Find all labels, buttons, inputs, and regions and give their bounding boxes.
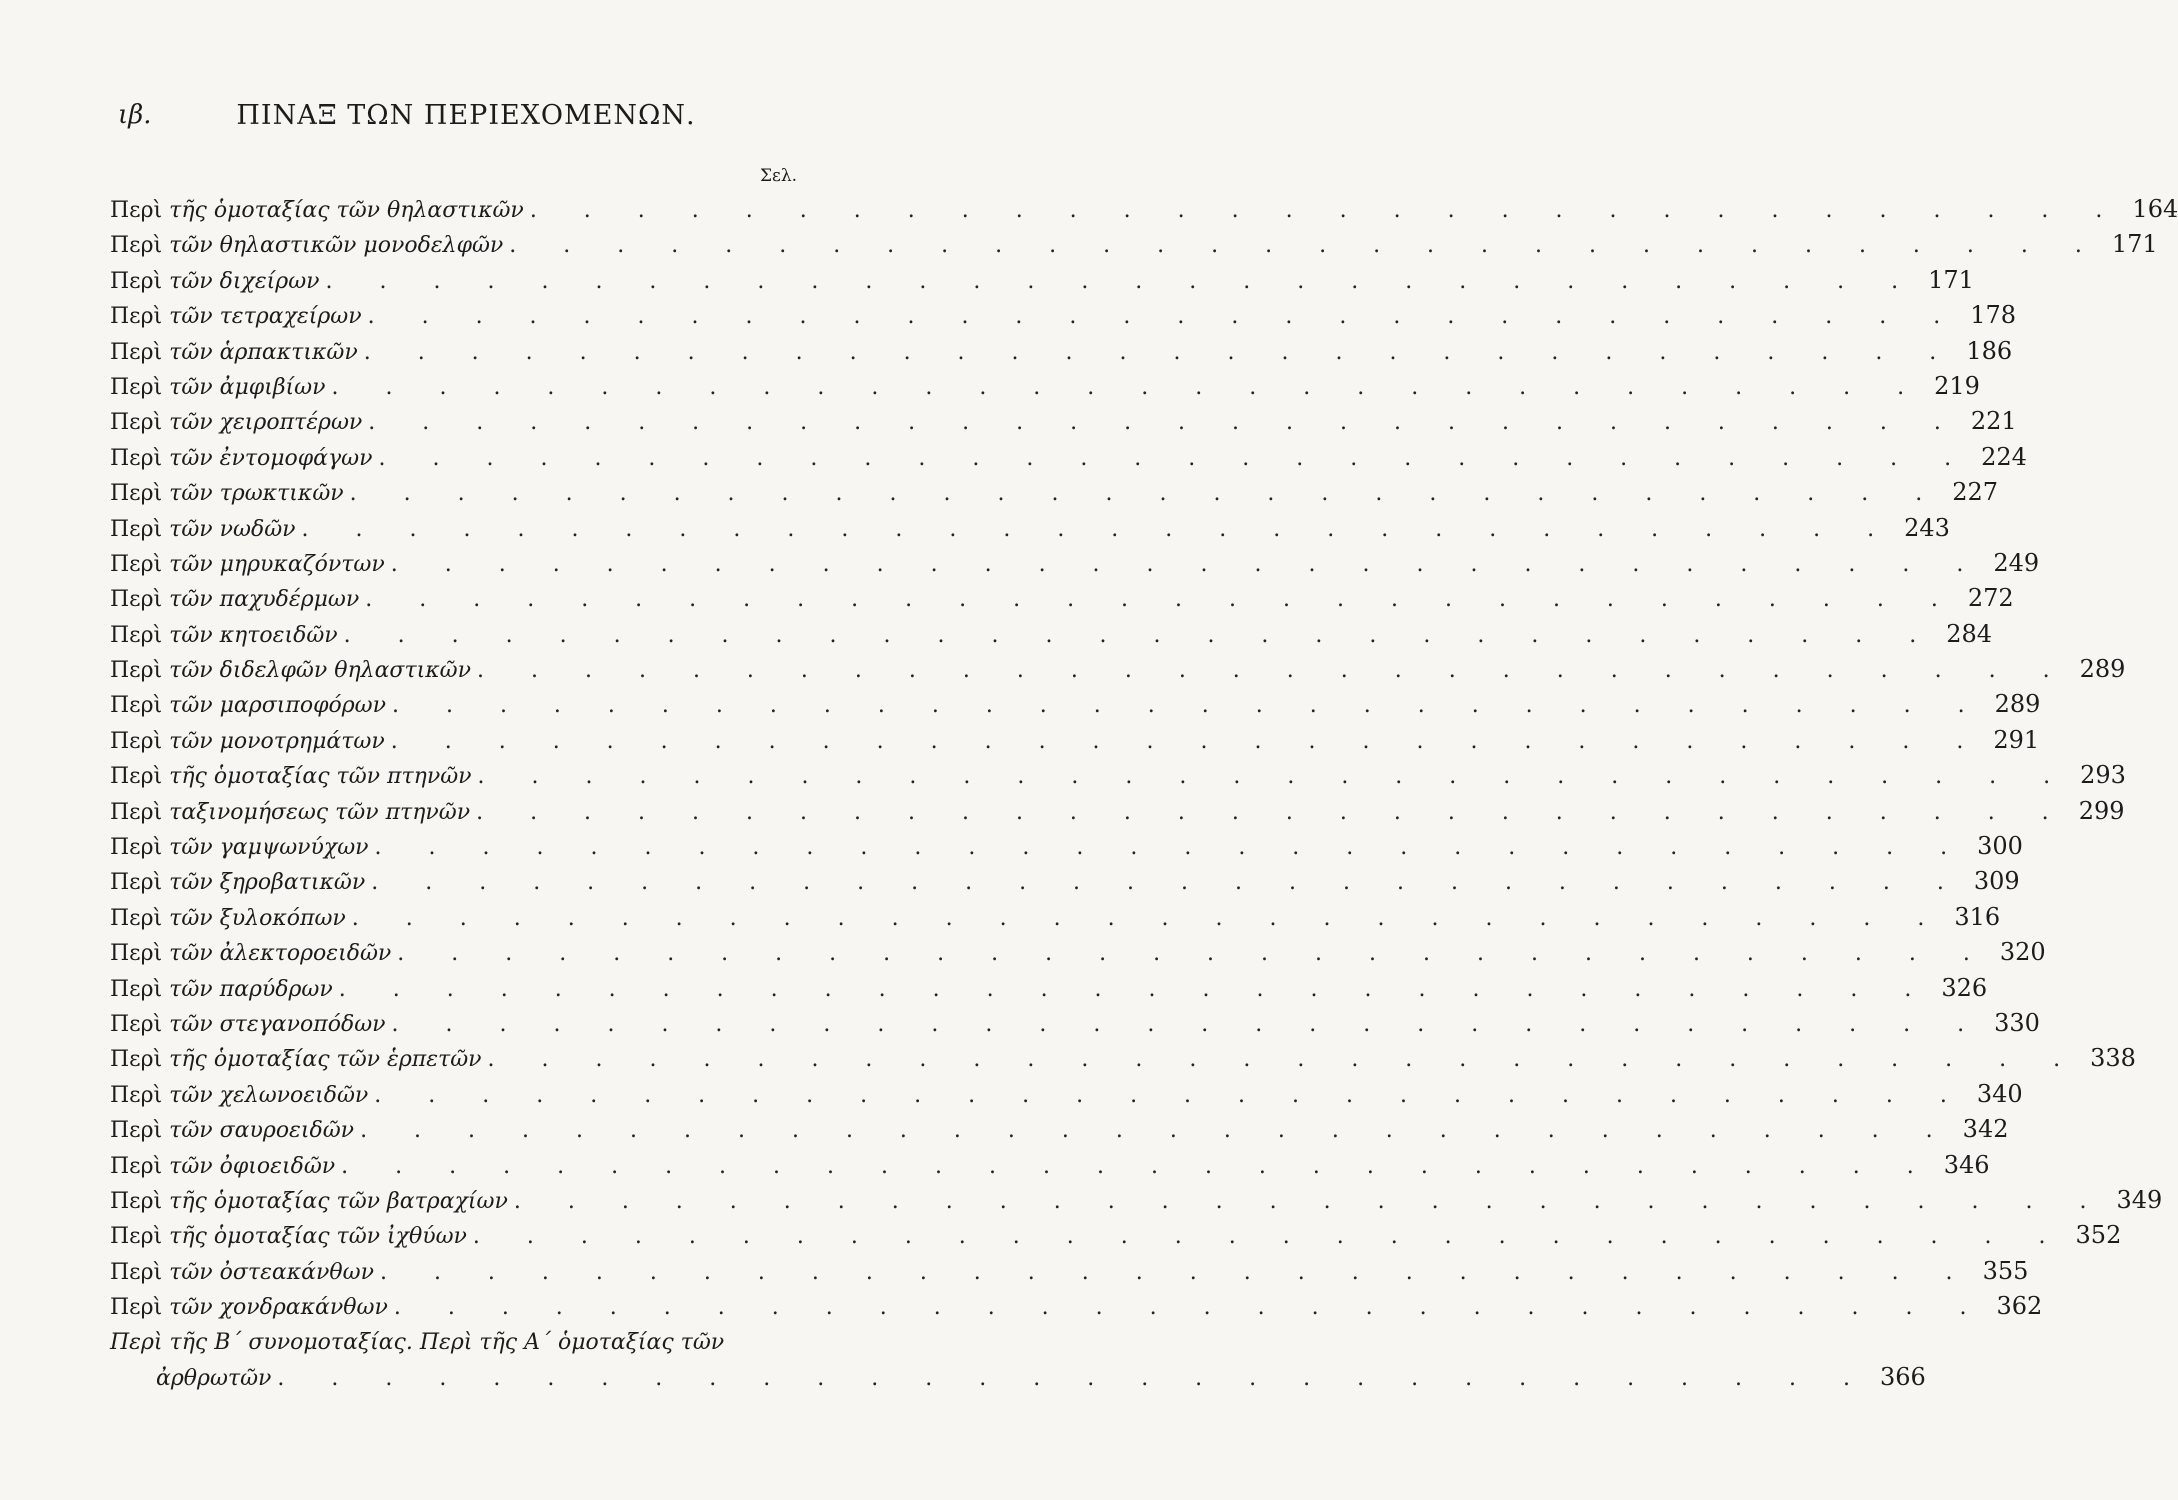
toc-entry-page: 293 [2080,761,2126,790]
toc-entry-prefix: Περὶ [110,1224,163,1250]
toc-entry [110,298,2017,333]
toc-entry-prefix: Περὶ [110,551,163,577]
toc-entry-prefix: Περὶ [110,268,163,294]
toc-entry-text: τῶν ὀφιοειδῶν [169,1153,336,1179]
toc-entry-title [110,972,333,1007]
toc-entry-page: 309 [1973,867,2020,896]
toc-entry-page: 299 [2078,796,2125,825]
toc-entry [110,581,2014,616]
toc-entry-prefix: Περὶ [110,941,163,967]
toc-entry-text: τῶν ἐντομοφάγων [169,445,373,471]
toc-entry-prefix: Περὶ [110,1295,163,1321]
toc-entry [110,1254,2029,1289]
leader-dots: . . . . . . . . . . . . . . . . . . . . . . . . . . . . . . [325,268,1919,294]
toc-entry-text: ταξινομήσεως τῶν πτηνῶν [169,799,471,825]
toc-entry [110,723,2040,758]
toc-entry-title [110,1113,354,1148]
toc-entry [110,440,2027,475]
leader-dots: . . . . . . . . . . . . . . . . . . . . . . . . . . . . . . [277,1365,1871,1391]
toc-entry [110,511,1950,546]
toc-entry-prefix: Περὶ [110,764,163,790]
toc-entry-text: τῶν χειροπτέρων [169,410,363,436]
toc-entry-title [110,1184,508,1219]
toc-entry-text: τῶν γαμψωνύχων [169,835,369,861]
toc-entry-text: τῶν ξυλοκόπων [169,905,346,931]
toc-entry [110,652,2126,687]
leader-dots: . . . . . . . . . . . . . . . . . . . . . . . . . . . . . . [476,799,2069,825]
toc-entry-title [110,865,365,900]
toc-entry-page: 340 [1976,1079,2023,1108]
toc-entry-page: 320 [1999,938,2046,967]
leader-dots: . . . . . . . . . . . . . . . . . . . . . . . . . . . . . . [513,1188,2107,1214]
toc-entry-page: 219 [1934,371,1980,400]
toc-entry-prefix: Περὶ [110,976,163,1002]
toc-entry-text: τῶν ξηροβατικῶν [169,870,366,896]
leader-dots: . . . . . . . . . . . . . . . . . . . . . . . . . . . . . . [338,976,1932,1002]
toc-entry-prefix: Περὶ [110,1118,163,1144]
toc-entry-title [110,830,369,865]
toc-entry-prefix: Περὶ [110,1082,163,1108]
toc-entry [110,971,1988,1006]
toc-entry-title [110,688,386,723]
toc-entry-title [110,547,385,582]
toc-entry-page: 243 [1904,513,1950,542]
toc-entry-text: τῶν μονοτρημάτων [169,728,385,754]
leader-dots: . . . . . . . . . . . . . . . . . . . . . . . . . . . . . . [391,693,1985,719]
toc-entry-text: Περὶ τῆς Β΄ συνομοταξίας. Περὶ τῆς Α΄ ὁμοταξίας τῶν [110,1329,725,1355]
toc-entry-title [110,618,338,653]
toc-entry-prefix: Περὶ [110,693,163,719]
leader-dots: . . . . . . . . . . . . . . . . . . . . . . . . . . . . . . [360,1118,1953,1144]
leader-dots: . . . . . . . . . . . . . . . . . . . . . . . . . . . . . . [390,728,1984,754]
toc-entry-page: 289 [1994,690,2041,719]
toc-entry [110,263,1974,298]
toc-entry-title [110,1149,335,1184]
toc-entry-text: τῶν ἀλεκτοροειδῶν [169,941,392,967]
toc-entry-prefix: Περὶ [110,410,163,436]
leader-dots: . . . . . . . . . . . . . . . . . . . . . . . . . . . . . . [363,339,1957,365]
toc-entry-page: 249 [1993,548,2040,577]
toc-entry-page: 284 [1946,619,1993,648]
toc-entry [110,1006,2040,1041]
toc-entry-title [110,582,359,617]
toc-entry-prefix: Περὶ [110,1047,163,1073]
toc-entry [110,1183,2163,1218]
toc-entry [110,227,2158,262]
toc-entry-title [110,1007,386,1042]
toc-entry-page: 300 [1977,832,2023,861]
leader-dots: . . . . . . . . . . . . . . . . . . . . . . . . . . . . . . [378,445,1972,471]
toc-entry-text: τῶν ὀστεακάνθων [169,1259,374,1285]
toc-entry-page: 316 [1954,902,2001,931]
toc-entry-prefix: Περὶ [110,233,163,259]
toc-entry [110,617,1993,652]
toc-entry-page: 326 [1941,973,1988,1002]
toc-entry-page: 366 [1880,1362,1926,1391]
toc-entry-page: 352 [2075,1221,2122,1250]
leader-dots: . . . . . . . . . . . . . . . . . . . . . . . . . . . . . . [368,410,1961,436]
toc-entry-text: τῶν μαρσιποφόρων [169,693,386,719]
toc-entry-page: 272 [1967,584,2014,613]
toc-entry-text: τῶν παχυδέρμων [169,587,360,613]
leader-dots: . . . . . . . . . . . . . . . . . . . . . . . . . . . . . . [390,551,1984,577]
toc-entry-text: τῶν ἁρπακτικῶν [169,339,358,365]
toc-entry-text: τῶν θηλαστικῶν μονοδελφῶν [169,233,504,259]
toc-entry-text: τῶν τρωκτικῶν [169,481,344,507]
toc-entry-prefix: Περὶ [110,622,163,648]
toc-entry-page: 289 [2079,655,2126,684]
toc-entry-page: 355 [1982,1256,2029,1285]
leader-dots: . . . . . . . . . . . . . . . . . . . . . . . . . . . . . . [367,304,1961,330]
leader-dots: . . . . . . . . . . . . . . . . . . . . . . . . . . . . . . [391,1011,1985,1037]
toc-entry-prefix: Περὶ [110,1188,163,1214]
leader-dots: . . . . . . . . . . . . . . . . . . . . . . . . . . . . . . [301,516,1895,542]
toc-entry-text: τῶν μηρυκαζόντων [169,551,385,577]
leader-dots: . . . . . . . . . . . . . . . . . . . . . . . . . . . . . . [365,587,1958,613]
toc-entry-title [110,193,524,228]
toc-entry-text: τῶν διχείρων [169,268,320,294]
page-title: ΠΙΝΑΞ ΤΩΝ ΠΕΡΙΕΧΟΜΕΝΩΝ. [236,100,696,131]
leader-dots: . . . . . . . . . . . . . . . . . . . . . . . . . . . . . . [477,764,2071,790]
leader-dots: . . . . . . . . . . . . . . . . . . . . . . . . . . . . . . [343,622,1937,648]
leader-dots: . . . . . . . . . . . . . . . . . . . . . . . . . . . . . . [374,835,1968,861]
toc-entry-page: 338 [2090,1044,2136,1073]
toc-entry [110,758,2126,793]
toc-entry [110,475,1999,510]
toc-entry-text: τῆς ὁμοταξίας τῶν πτηνῶν [169,764,472,790]
toc-entry-page: 227 [1952,478,1999,507]
leader-dots: . . . . . . . . . . . . . . . . . . . . . . . . . . . . . . [351,905,1945,931]
toc-entry-page: 171 [1928,265,1974,294]
toc-entry-multiline-first [110,1325,810,1360]
leader-dots: . . . . . . . . . . . . . . . . . . . . . . . . . . . . . . [374,1082,1967,1108]
toc-entry-text: τῶν παρύδρων [169,976,333,1002]
toc-entry [110,1041,2136,1076]
toc-entry-title [110,228,503,263]
toc-entry [110,546,2040,581]
toc-entry-title [110,405,362,440]
toc-entry-text: τῶν τετραχείρων [169,304,362,330]
leader-dots: . . . . . . . . . . . . . . . . . . . . . . . . . . . . . . [529,198,2123,223]
toc-entry-prefix: Περὶ [110,339,163,365]
leader-dots: . . . . . . . . . . . . . . . . . . . . . . . . . . . . . . [341,1153,1934,1179]
toc-entry-page: 349 [2116,1185,2163,1214]
toc-entry-page: 186 [1966,336,2013,365]
toc-entry [110,794,2125,829]
toc-entry-prefix: Περὶ [110,835,163,861]
toc-entry [110,900,2001,935]
toc-entry-prefix: Περὶ [110,587,163,613]
toc-entry-title [110,653,471,688]
page-folio: ιβ. [118,100,152,130]
toc-entry-text: τῶν στεγανοπόδων [169,1011,386,1037]
toc-entry-title [110,264,320,299]
toc-entry [110,1112,2009,1147]
toc-entry-page: 224 [1981,442,2027,471]
toc-entry-prefix: Περὶ [110,799,163,825]
toc-entry-title [110,1042,482,1077]
toc-entry-multiline-second [110,1360,1926,1395]
toc-entry-text: τῆς ὁμοταξίας τῶν ἰχθύων [169,1224,467,1250]
toc-entry [110,334,2013,369]
toc-entry-title [110,759,472,794]
toc-entry-text: τῆς ὁμοταξίας τῶν θηλαστικῶν [169,198,524,223]
toc-entry-prefix: Περὶ [110,905,163,931]
toc-entry-title [110,441,373,476]
leader-dots: . . . . . . . . . . . . . . . . . . . . . . . . . . . . . . [379,1259,1973,1285]
toc-entry-title [110,1219,467,1254]
toc-entry [110,687,2041,722]
toc-entry-text: τῆς ὁμοταξίας τῶν βατραχίων [169,1188,508,1214]
toc-entry-text: τῶν νωδῶν [169,516,296,542]
toc-entry-text: τῶν διδελφῶν θηλαστικῶν [169,658,471,684]
toc-entry [110,1077,2023,1112]
toc-entry-text: τῶν ἀμφιβίων [169,374,326,400]
toc-entry-page: 330 [1994,1008,2040,1037]
toc-entry [110,935,2046,970]
toc-entry-page: 291 [1993,725,2040,754]
leader-dots: . . . . . . . . . . . . . . . . . . . . . . . . . . . . . . [393,1295,1987,1321]
toc-entry [110,1148,1990,1183]
toc-entry-page: 171 [2111,230,2158,259]
toc-entry-prefix: Περὶ [110,481,163,507]
leader-dots: . . . . . . . . . . . . . . . . . . . . . . . . . . . . . . [472,1224,2066,1250]
toc-entry-text: τῶν κητοειδῶν [169,622,338,648]
toc-entry-title [110,724,385,759]
toc-entry-title [110,795,470,830]
leader-dots: . . . . . . . . . . . . . . . . . . . . . . . . . . . . . . [509,233,2102,259]
toc-entry-title [110,476,344,511]
toc-entry-prefix: Περὶ [110,658,163,684]
toc-entry-prefix: Περὶ [110,445,163,471]
toc-entry-prefix: Περὶ [110,304,163,330]
toc-entry [110,192,2178,227]
toc-entry-title [110,1290,388,1325]
toc-entry-title [110,901,346,936]
toc-entry-title [110,1078,368,1113]
toc-entry-prefix: Περὶ [110,1259,163,1285]
toc-entry-text: ἀρθρωτῶν [156,1365,272,1391]
toc-entry-title [110,370,325,405]
toc-entry-prefix: Περὶ [110,870,163,896]
toc-entry-page: 362 [1996,1292,2043,1321]
toc-entry-page: 221 [1970,407,2017,436]
leader-dots: . . . . . . . . . . . . . . . . . . . . . . . . . . . . . . [397,941,1990,967]
leader-dots: . . . . . . . . . . . . . . . . . . . . . . . . . . . . . . [371,870,1964,896]
toc-entry [110,864,2020,899]
toc-entry-text: τῶν χονδρακάνθων [169,1295,388,1321]
toc-entry-page: 346 [1943,1150,1990,1179]
toc-entry-page: 164 [2132,195,2178,223]
toc-entry-page: 342 [1962,1115,2009,1144]
toc-entry [110,369,1980,404]
leader-dots: . . . . . . . . . . . . . . . . . . . . . . . . . . . . . . [349,481,1943,507]
toc-entry-prefix: Περὶ [110,1011,163,1037]
page-column-label: Σελ. [760,166,798,186]
toc-entry [110,1289,2043,1324]
toc-entry-prefix: Περὶ [110,728,163,754]
toc-entry-prefix: Περὶ [110,1153,163,1179]
toc-entry [110,1218,2122,1253]
table-of-contents [110,192,2178,1395]
toc-entry-page: 178 [1970,301,2017,330]
toc-entry-title [110,512,296,547]
toc-entry-title [110,936,391,971]
leader-dots: . . . . . . . . . . . . . . . . . . . . . . . . . . . . . . [331,374,1925,400]
toc-entry-title [110,1255,374,1290]
toc-entry-prefix: Περὶ [110,516,163,542]
toc-entry-text: τῶν σαυροειδῶν [169,1118,355,1144]
toc-entry [110,404,2017,439]
leader-dots: . . . . . . . . . . . . . . . . . . . . . . . . . . . . . . [477,658,2070,684]
toc-entry-title [110,335,358,370]
toc-entry-text: τῶν χελωνοειδῶν [169,1082,369,1108]
toc-entry-title [110,299,362,334]
toc-entry-prefix: Περὶ [110,198,163,223]
toc-entry-prefix: Περὶ [110,374,163,400]
toc-entry-text: τῆς ὁμοταξίας τῶν ἑρπετῶν [169,1047,482,1073]
leader-dots: . . . . . . . . . . . . . . . . . . . . . . . . . . . . . . [487,1047,2081,1073]
toc-entry [110,829,2023,864]
